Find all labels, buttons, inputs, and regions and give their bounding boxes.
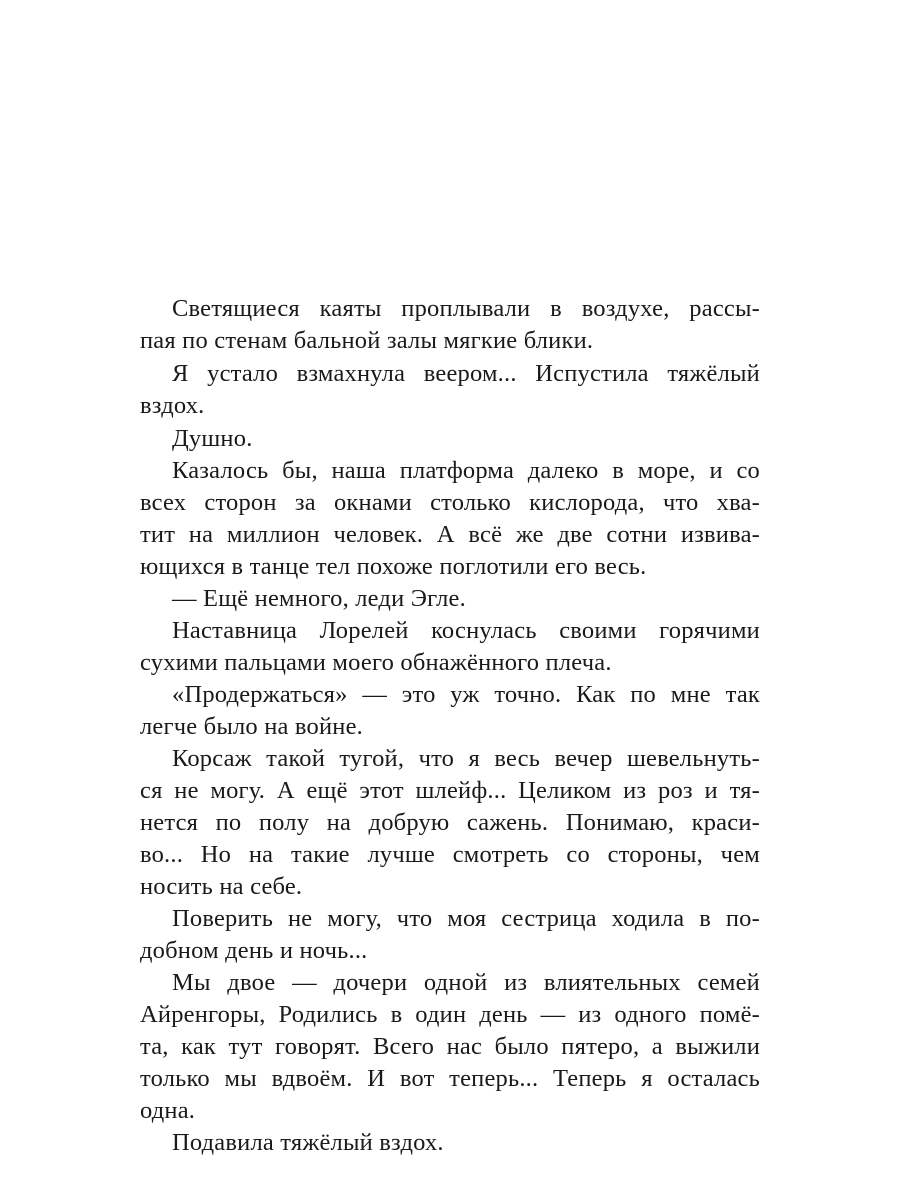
text-line: Казалось бы, наша платформа далеко в море, и со [172, 457, 760, 484]
text-line: легче было на войне. [140, 713, 363, 740]
text-line: Наставница Лорелей коснулась своими горячими [172, 617, 760, 644]
text-line: та, как тут говорят. Всего нас было пятеро, а выжили [140, 1033, 760, 1060]
text-line: нется по полу на добрую сажень. Понимаю, краси- [140, 809, 760, 836]
text-line: только мы вдвоём. И вот теперь... Теперь я осталась [140, 1065, 760, 1092]
text-line: добном день и ночь... [140, 937, 368, 964]
text-line: во... Но на такие лучше смотреть со стороны, чем [140, 841, 760, 868]
text-line: ющихся в танце тел похоже поглотили его весь. [140, 553, 647, 580]
text-line: Светящиеся каяты проплывали в воздухе, рассы- [172, 295, 760, 322]
text-line: Мы двое — дочери одной из влиятельных семей [172, 969, 760, 996]
text-line: Корсаж такой тугой, что я весь вечер шевельнуть- [172, 745, 760, 772]
text-line: тит на миллион человек. А всё же две сотни извива- [140, 521, 760, 548]
text-line: сухими пальцами моего обнажённого плеча. [140, 649, 612, 676]
text-line: Я устало взмахнула веером... Испустила тяжёлый [172, 360, 760, 387]
text-line: Подавила тяжёлый вздох. [172, 1129, 444, 1156]
book-page [140, 287, 760, 1156]
text-line: одна. [140, 1097, 196, 1124]
text-line: Поверить не могу, что моя сестрица ходила в по- [172, 905, 760, 932]
text-line: носить на себе. [140, 873, 303, 900]
text-line: Душно. [172, 425, 253, 452]
text-line: Айренгоры, Родились в один день — из одного помё- [140, 1001, 760, 1028]
text-line: вздох. [140, 392, 205, 419]
text-line: ся не могу. А ещё этот шлейф... Целиком из роз и тя- [140, 777, 760, 804]
text-line: всех сторон за окнами столько кислорода, что хва- [140, 489, 760, 516]
text-line: — Ещё немного, леди Эгле. [172, 585, 466, 612]
text-line: пая по стенам бальной залы мягкие блики. [140, 327, 594, 354]
text-line: «Продержаться» — это уж точно. Как по мне так [172, 681, 760, 708]
